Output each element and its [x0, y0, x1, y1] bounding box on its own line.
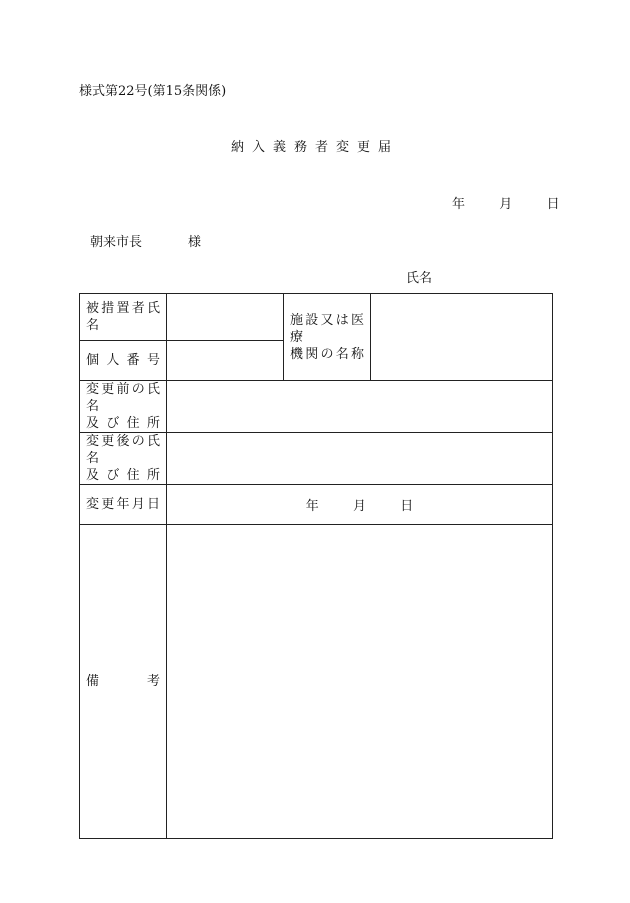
- change-notification-form: [79, 293, 553, 839]
- applicant-name-label: 氏名: [406, 271, 433, 286]
- personal-number-label-cell: [80, 341, 167, 381]
- before-change-label-line2: 及び住所: [86, 416, 160, 431]
- before-change-label-line1: 変更前の氏名: [86, 382, 160, 414]
- form-number: 様式第22号(第15条関係): [79, 84, 227, 99]
- facility-name-field[interactable]: [371, 294, 553, 381]
- addressee-name: 朝来市長: [90, 235, 143, 250]
- remarks-label: 備考: [86, 674, 160, 689]
- remarks-field[interactable]: [167, 525, 553, 839]
- change-date-month-label: 月: [352, 499, 366, 514]
- document-title: 納入義務者変更届: [230, 140, 399, 155]
- personal-number-label: 個人番号: [86, 353, 160, 368]
- after-change-field[interactable]: [167, 433, 553, 485]
- change-date-day-label: 日: [400, 499, 414, 514]
- date-month-label: 月: [499, 197, 513, 212]
- personal-number-field[interactable]: [167, 341, 284, 381]
- addressee: [90, 231, 201, 250]
- date-day-label: 日: [546, 197, 560, 212]
- after-change-label-line1: 変更後の氏名: [86, 434, 160, 466]
- change-date-label-cell: [80, 485, 167, 525]
- before-change-label-cell: [80, 381, 167, 433]
- before-change-field[interactable]: [167, 381, 553, 433]
- facility-label-cell: [284, 294, 371, 381]
- facility-label-line2: 機関の名称: [290, 346, 364, 362]
- remarks-label-cell: [80, 525, 167, 839]
- change-date-year-label: 年: [305, 499, 319, 514]
- change-date-label: 変更年月日: [86, 497, 160, 512]
- date-year-label: 年: [452, 197, 466, 212]
- after-change-label-cell: [80, 433, 167, 485]
- addressee-honorific: 様: [188, 235, 202, 250]
- insured-name-label: 被措置者氏名: [86, 301, 160, 333]
- insured-name-label-cell: [80, 294, 167, 341]
- facility-label-line1: 施設又は医療: [290, 312, 364, 345]
- change-date-field[interactable]: [167, 485, 553, 525]
- after-change-label-line2: 及び住所: [86, 468, 160, 483]
- insured-name-field[interactable]: [167, 294, 284, 341]
- submission-date: [452, 193, 560, 212]
